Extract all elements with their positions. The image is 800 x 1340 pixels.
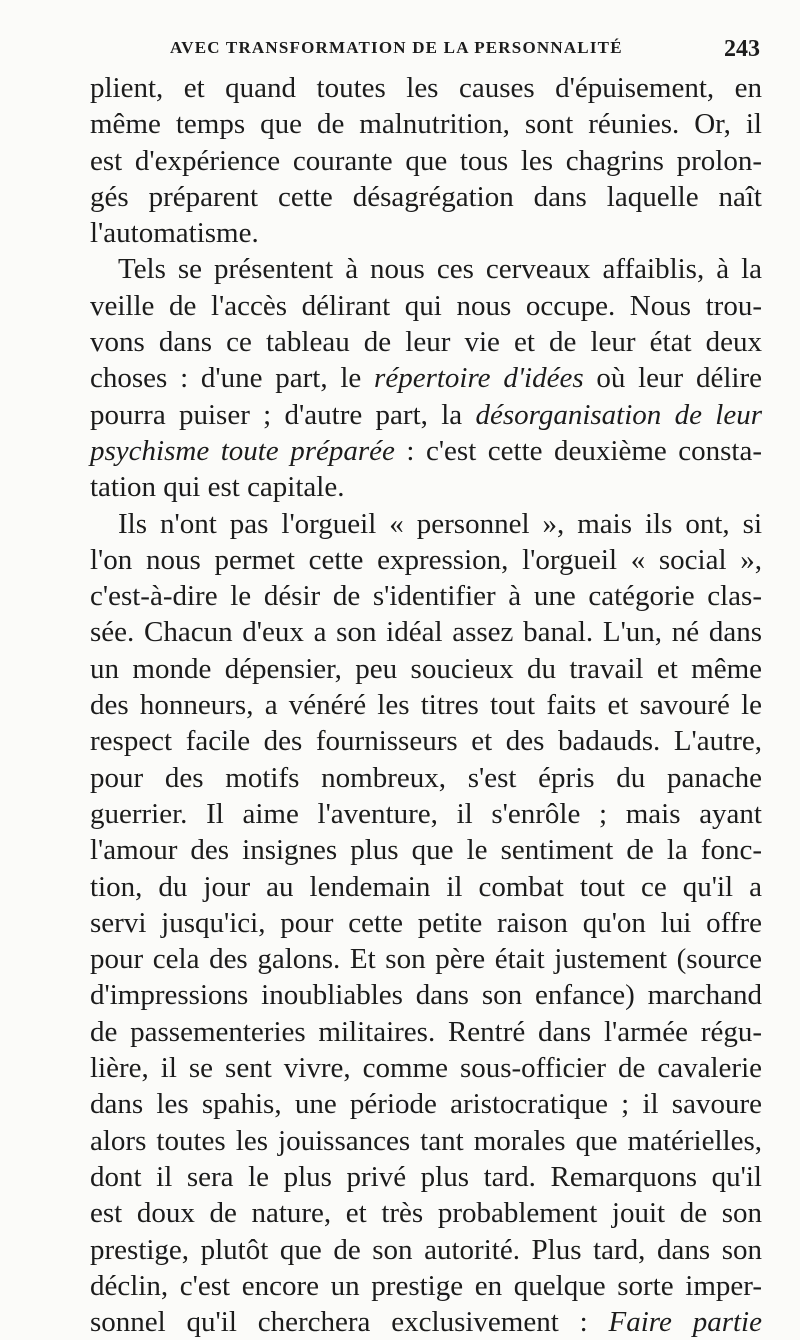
text-line: pour cela des galons. Et son père était justement (source xyxy=(90,943,762,976)
text-line: alors toutes les jouissances tant morales que matérielles, xyxy=(90,1124,762,1157)
text-line: pour des motifs nombreux, s'est épris du panache xyxy=(90,761,762,794)
paragraph xyxy=(90,251,762,505)
page-number: 243 xyxy=(724,36,760,62)
body-text xyxy=(90,70,762,1340)
text-line: même temps que de malnutrition, sont réunies. Or, il xyxy=(90,108,762,141)
text-line: choses : d'une part, le répertoire d'idées où leur délire xyxy=(90,362,762,395)
text-line: plient, et quand toutes les causes d'épuisement, en xyxy=(90,72,762,104)
text-line: un monde dépensier, peu soucieux du travail et même xyxy=(90,652,762,685)
text-line: tation qui est capitale. xyxy=(90,471,345,504)
text-line: gés préparent cette désagrégation dans laquelle naît xyxy=(90,180,762,213)
text-line: dont il sera le plus privé plus tard. Remarquons qu'il xyxy=(90,1160,762,1193)
text-line: des honneurs, a vénéré les titres tout faits et savouré le xyxy=(90,689,762,722)
running-head xyxy=(150,36,760,66)
text-line: d'impressions inoubliables dans son enfance) marchand xyxy=(90,979,762,1012)
text-line: l'automatisme. xyxy=(90,217,259,250)
text-line: tion, du jour au lendemain il combat tout ce qu'il a xyxy=(90,870,762,903)
text-line: l'on nous permet cette expression, l'orgueil « social », xyxy=(90,543,762,576)
text-line: dans les spahis, une période aristocratique ; il savoure xyxy=(90,1088,762,1121)
text-line: déclin, c'est encore un prestige en quelque sorte imper- xyxy=(90,1269,762,1302)
text-line: guerrier. Il aime l'aventure, il s'enrôle ; mais ayant xyxy=(90,797,762,830)
running-head-title: AVEC TRANSFORMATION DE LA PERSONNALITÉ xyxy=(170,38,623,57)
text-line: est doux de nature, et très probablement jouit de son xyxy=(90,1197,762,1230)
text-line: respect facile des fournisseurs et des badauds. L'autre, xyxy=(90,725,762,758)
text-line: Ils n'ont pas l'orgueil « personnel », mais ils ont, si xyxy=(118,507,762,540)
text-line: sonnel qu'il cherchera exclusivement : Faire partie xyxy=(90,1306,762,1339)
text-line: servi jusqu'ici, pour cette petite raison qu'on lui offre xyxy=(90,906,762,939)
text-line: Tels se présentent à nous ces cerveaux affaiblis, à la xyxy=(118,253,762,286)
text-line: est d'expérience courante que tous les chagrins prolon- xyxy=(90,144,762,177)
text-line: psychisme toute préparée : c'est cette deuxième consta- xyxy=(90,434,763,467)
paragraph xyxy=(90,506,762,1340)
text-line: vons dans ce tableau de leur vie et de leur état deux xyxy=(90,326,762,359)
text-line: pourra puiser ; d'autre part, la désorganisation de leur xyxy=(90,398,762,431)
text-line: l'amour des insignes plus que le sentiment de la fonc- xyxy=(90,834,762,867)
text-line: veille de l'accès délirant qui nous occupe. Nous trou- xyxy=(90,289,762,322)
text-line: prestige, plutôt que de son autorité. Plus tard, dans son xyxy=(90,1233,762,1266)
text-line: lière, il se sent vivre, comme sous-officier de cavalerie xyxy=(90,1052,762,1085)
text-line: sée. Chacun d'eux a son idéal assez banal. L'un, né dans xyxy=(90,616,762,649)
text-line: de passementeries militaires. Rentré dans l'armée régu- xyxy=(90,1015,762,1048)
text-line: c'est-à-dire le désir de s'identifier à une catégorie clas- xyxy=(90,580,762,613)
paragraph xyxy=(90,70,762,251)
